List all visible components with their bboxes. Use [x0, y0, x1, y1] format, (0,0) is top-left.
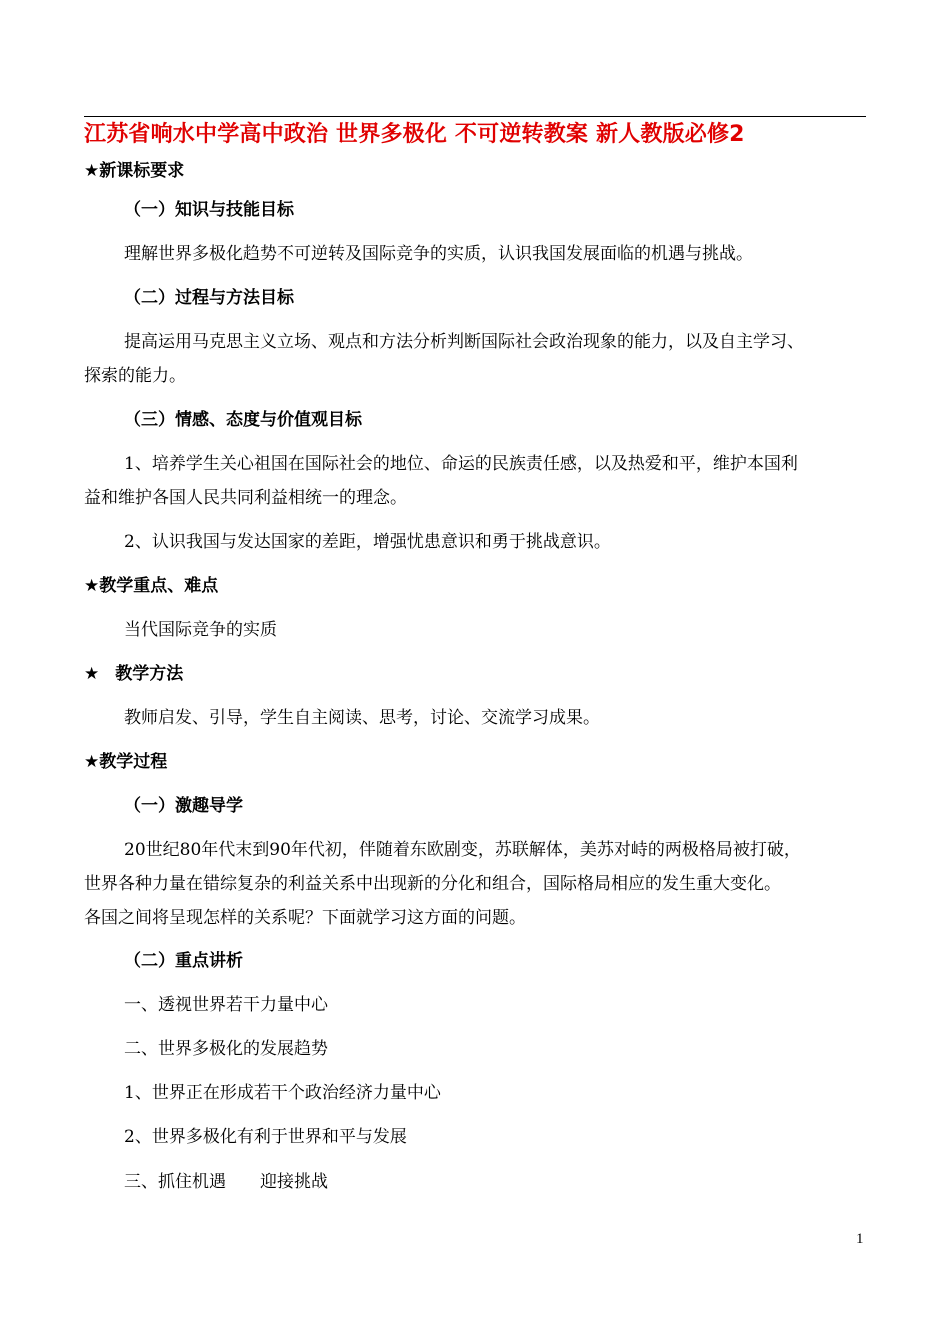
star-icon: ★: [84, 664, 100, 684]
outline-item: 一、透视世界若干力量中心: [124, 995, 328, 1015]
document-title: 江苏省响水中学高中政治 世界多极化 不可逆转教案 新人教版必修2: [84, 122, 745, 147]
header-rule: [84, 116, 866, 117]
emotion-item1-line2: 益和维护各国人民共同利益相统一的理念。: [84, 488, 407, 508]
process-method-text-line1: 提高运用马克思主义立场、观点和方法分析判断国际社会政治现象的能力，以及自主学习、: [124, 332, 804, 352]
outline-item: 三、抓住机遇 迎接挑战: [124, 1172, 328, 1192]
star-icon: ★: [84, 576, 100, 596]
method-text: 教师启发、引导，学生自主阅读、思考，讨论、交流学习成果。: [124, 708, 600, 728]
key-points-heading: [84, 575, 218, 597]
knowledge-text: 理解世界多极化趋势不可逆转及国际竞争的实质，认识我国发展面临的机遇与挑战。: [124, 244, 753, 264]
focus-heading: （二）重点讲析: [124, 951, 243, 971]
key-points-heading-text: 教学重点、难点: [99, 576, 219, 596]
method-heading-text: 教学方法: [115, 664, 184, 684]
curriculum-heading: [84, 160, 184, 182]
teaching-process-heading: [84, 751, 167, 773]
curriculum-heading-text: 新课标要求: [99, 161, 185, 181]
process-method-heading: （二）过程与方法目标: [124, 288, 294, 308]
knowledge-heading: （一）知识与技能目标: [124, 200, 294, 220]
process-method-text-line2: 探索的能力。: [84, 366, 186, 386]
intro-text-line2: 世界各种力量在错综复杂的利益关系中出现新的分化和组合，国际格局相应的发生重大变化。: [84, 874, 781, 894]
emotion-item1-line1: 1、培养学生关心祖国在国际社会的地位、命运的民族责任感，以及热爱和平，维护本国利: [124, 454, 798, 474]
intro-heading: （一）激趣导学: [124, 796, 243, 816]
intro-text-line1: 20世纪80年代末到90年代初，伴随着东欧剧变，苏联解体，美苏对峙的两极格局被打破，: [124, 840, 801, 860]
outline-item: 2、世界多极化有利于世界和平与发展: [124, 1127, 407, 1147]
method-heading: [84, 663, 183, 685]
outline-item: 1、世界正在形成若干个政治经济力量中心: [124, 1083, 441, 1103]
teaching-process-heading-text: 教学过程: [99, 752, 168, 772]
star-icon: ★: [84, 161, 100, 181]
intro-text-line3: 各国之间将呈现怎样的关系呢？下面就学习这方面的问题。: [84, 908, 526, 928]
emotion-item2: 2、认识我国与发达国家的差距，增强忧患意识和勇于挑战意识。: [124, 532, 611, 552]
emotion-heading: （三）情感、态度与价值观目标: [124, 410, 362, 430]
star-icon: ★: [84, 752, 100, 772]
key-points-text: 当代国际竞争的实质: [124, 620, 277, 640]
page-number: 1: [856, 1231, 864, 1247]
outline-item: 二、世界多极化的发展趋势: [124, 1039, 328, 1059]
